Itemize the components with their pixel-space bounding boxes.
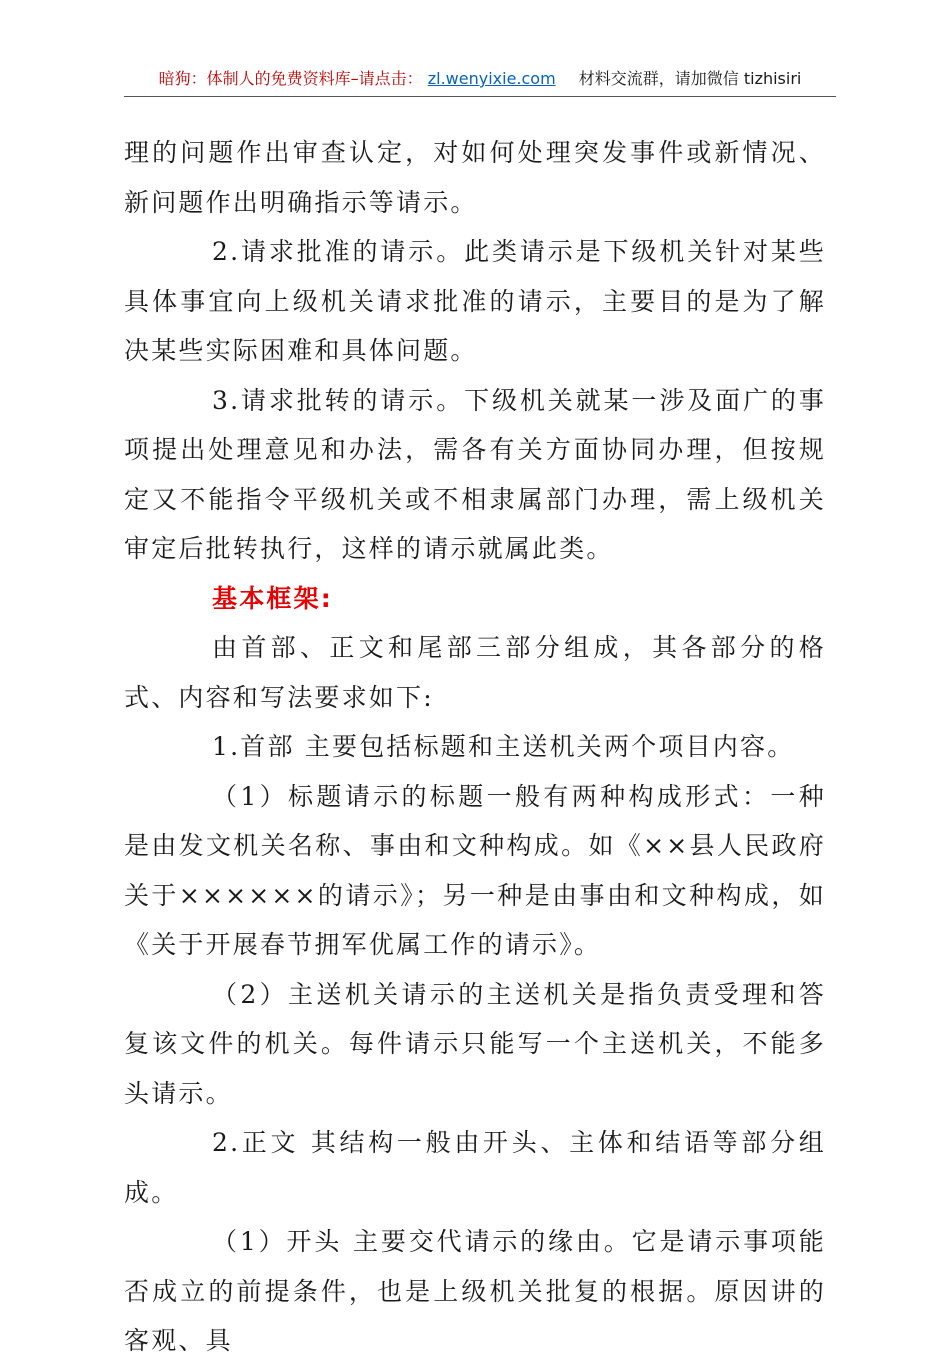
- paragraph-request-approval: 2.请求批准的请示。此类请示是下级机关针对某些具体事宜向上级机关请求批准的请示，主要目的是为了解决某些实际困难和具体问题。: [124, 237, 826, 365]
- paragraph-main-recipient: （2）主送机关请示的主送机关是指负责受理和答复该文件的机关。每件请示只能写一个主送机关，不能多头请示。: [124, 979, 826, 1108]
- paragraph-title: （1）标题请示的标题一般有两种构成形式：一种是由发文机关名称、事由和文种构成。如《××县人民政府关于××××××的请示》；另一种是由事由和文种构成，如《关于开展春节拥军优属工作的请示》。: [124, 781, 826, 959]
- paragraph-continuation: 理的问题作出审查认定，对如何处理突发事件或新情况、新问题作出明确指示等请示。: [124, 138, 826, 217]
- document-body: [124, 128, 826, 1366]
- paragraph-body-part: 2.正文 其结构一般由开头、主体和结语等部分组成。: [124, 1128, 826, 1207]
- header-link[interactable]: zl.wenyixie.com: [427, 69, 556, 88]
- header-group-info: 材料交流群，请加微信 tizhisiri: [578, 69, 802, 88]
- header-prompt: –请点击：: [350, 69, 423, 88]
- paragraph-opening: （1）开头 主要交代请示的缘由。它是请示事项能否成立的前提条件，也是上级机关批复的根据。原因讲的客观、具: [124, 1227, 826, 1355]
- paragraph-header-part: 1.首部 主要包括标题和主送机关两个项目内容。: [212, 732, 795, 761]
- section-heading-basic-framework: 基本框架:: [212, 583, 333, 613]
- header-brand: 暗狗：体制人的免费资料库: [158, 69, 351, 88]
- paragraph-request-forwarding: 3.请求批转的请示。下级机关就某一涉及面广的事项提出处理意见和办法，需各有关方面协同办理，但按规定又不能指令平级机关或不相隶属部门办理，需上级机关审定后批转执行，这样的请示就属此类。: [124, 385, 826, 563]
- page-header: [124, 66, 836, 97]
- paragraph-framework-intro: 由首部、正文和尾部三部分组成，其各部分的格式、内容和写法要求如下:: [124, 633, 826, 712]
